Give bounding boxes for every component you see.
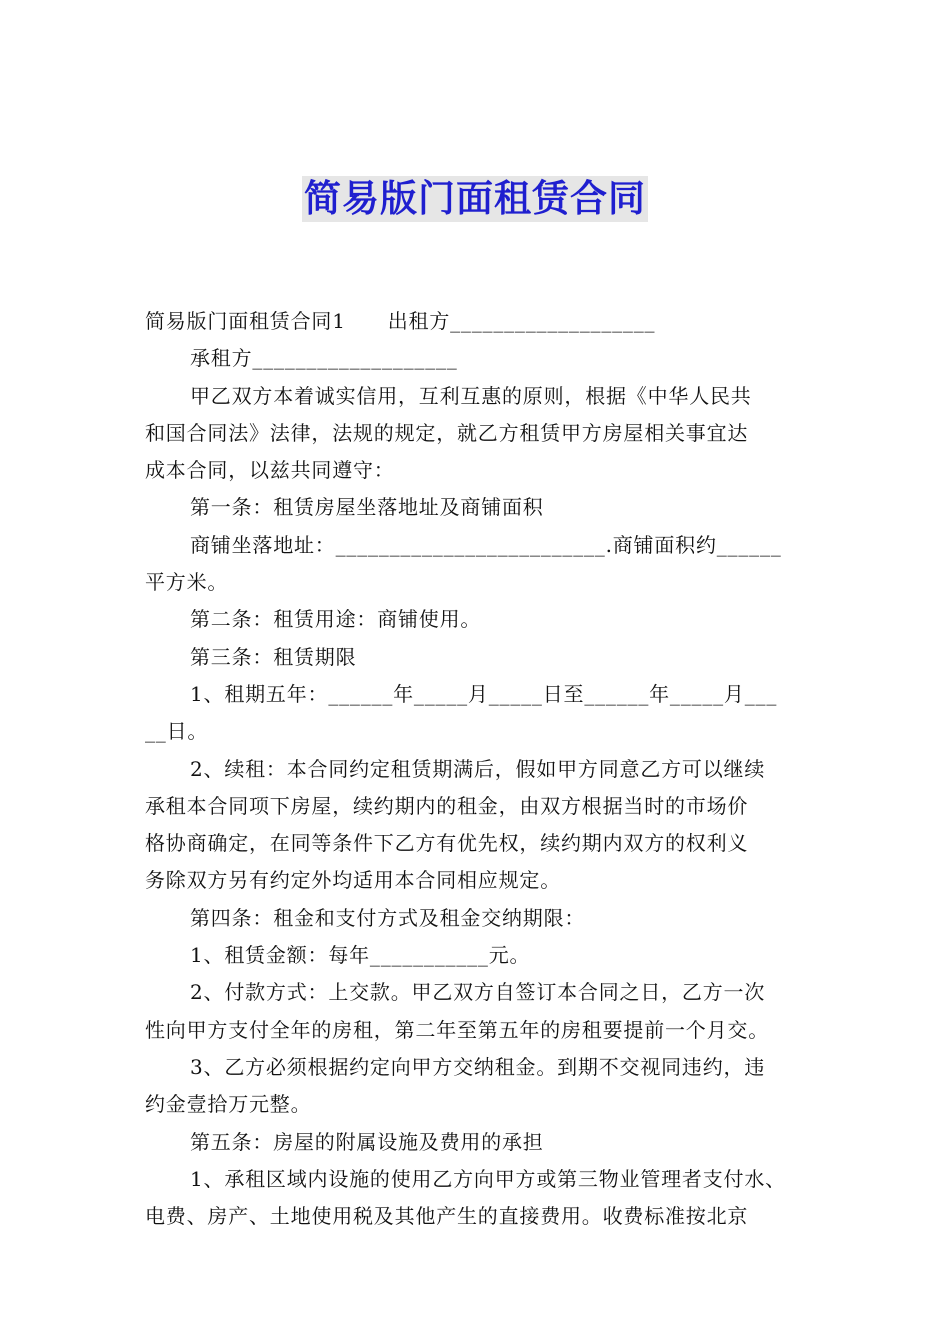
paragraph-line: 性向甲方支付全年的房租，第二年至第五年的房租要提前一个月交。 bbox=[145, 1017, 769, 1042]
contract-subtitle: 简易版门面租赁合同1 bbox=[145, 309, 346, 333]
paragraph-line: 2、续租：本合同约定租赁期满后，假如甲方同意乙方可以继续 bbox=[190, 756, 766, 781]
paragraph-line: 约金壹拾万元整。 bbox=[145, 1092, 312, 1117]
paragraph-line: 3、乙方必须根据约定向甲方交纳租金。到期不交视同违约，违 bbox=[190, 1054, 766, 1079]
paragraph-line: 1、承租区域内设施的使用乙方向甲方或第三物业管理者支付水、 bbox=[190, 1166, 786, 1191]
paragraph-line: 平方米。 bbox=[145, 570, 229, 595]
title-container bbox=[0, 176, 950, 222]
article-heading: 第一条：租赁房屋坐落地址及商铺面积 bbox=[190, 495, 544, 520]
paragraph-line: 1、租期五年：______年_____月_____日至______年_____月___ bbox=[190, 681, 778, 706]
paragraph-line: 格协商确定，在同等条件下乙方有优先权，续约期内双方的权利义 bbox=[145, 831, 749, 856]
paragraph-line: 2、付款方式：上交款。甲乙双方自签订本合同之日，乙方一次 bbox=[190, 980, 766, 1005]
paragraph-line-header bbox=[145, 303, 810, 340]
document-body bbox=[145, 303, 810, 1235]
document-title: 简易版门面租赁合同 bbox=[304, 177, 646, 220]
article-heading: 第四条：租金和支付方式及租金交纳期限： bbox=[190, 905, 586, 930]
paragraph-line: 承租本合同项下房屋，续约期内的租金，由双方根据当时的市场价 bbox=[145, 793, 749, 818]
paragraph-line: 电费、房产、土地使用税及其他产生的直接费用。收费标准按北京 bbox=[145, 1204, 749, 1229]
lessee-field: 承租方___________________ bbox=[190, 346, 458, 371]
paragraph-line: 商铺坐落地址：_________________________.商铺面积约______ bbox=[190, 532, 782, 557]
paragraph-line: 和国合同法》法律，法规的规定，就乙方租赁甲方房屋相关事宜达 bbox=[145, 420, 749, 445]
paragraph-line: 成本合同，以兹共同遵守： bbox=[145, 458, 395, 483]
article-heading: 第五条：房屋的附属设施及费用的承担 bbox=[190, 1129, 544, 1154]
paragraph-line: __日。 bbox=[145, 719, 209, 744]
paragraph-line: 务除双方另有约定外均适用本合同相应规定。 bbox=[145, 868, 561, 893]
paragraph-line: 1、租赁金额：每年___________元。 bbox=[190, 943, 531, 968]
article-heading: 第三条：租赁期限 bbox=[190, 644, 357, 669]
lessor-field: 出租方___________________ bbox=[387, 309, 656, 333]
article-heading: 第二条：租赁用途：商铺使用。 bbox=[190, 607, 482, 632]
paragraph-line: 甲乙双方本着诚实信用，互利互惠的原则，根据《中华人民共 bbox=[190, 383, 752, 408]
